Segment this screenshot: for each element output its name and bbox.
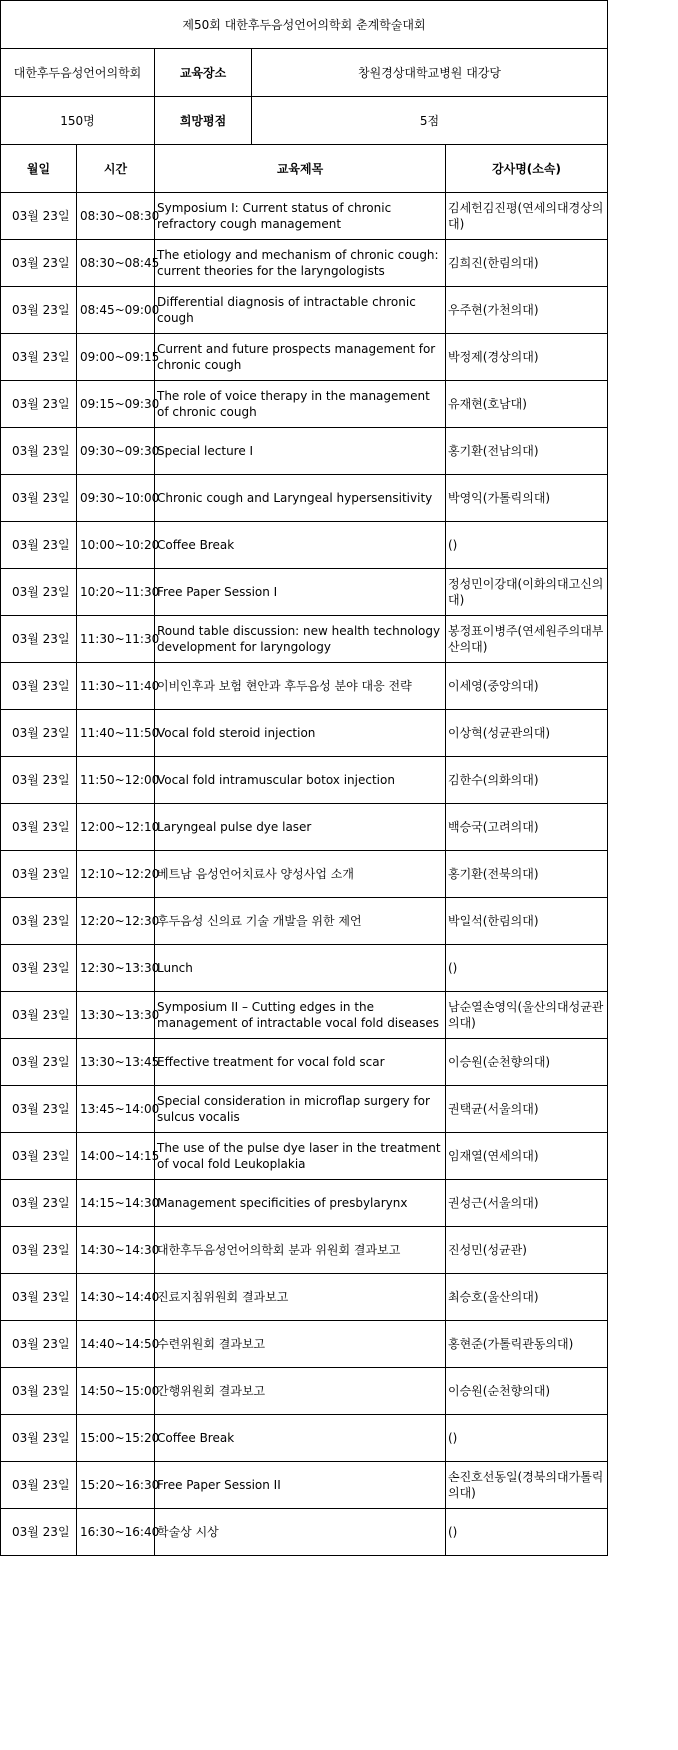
row-title: The etiology and mechanism of chronic cough: current theories for the laryngologists — [155, 240, 446, 287]
table-row — [1, 757, 608, 804]
row-date: 03월 23일 — [1, 193, 77, 240]
row-speaker: 봉정표이병주(연세원주의대부산의대) — [446, 616, 608, 663]
row-date: 03월 23일 — [1, 381, 77, 428]
table-row — [1, 1133, 608, 1180]
table-row — [1, 1509, 608, 1556]
row-speaker: 박영익(가톨릭의대) — [446, 475, 608, 522]
row-date: 03월 23일 — [1, 1180, 77, 1227]
table-row — [1, 663, 608, 710]
row-title: The role of voice therapy in the management of chronic cough — [155, 381, 446, 428]
title-row — [1, 1, 608, 49]
row-date: 03월 23일 — [1, 1133, 77, 1180]
row-speaker: 백승국(고려의대) — [446, 804, 608, 851]
venue-row — [1, 49, 608, 97]
row-date: 03월 23일 — [1, 1509, 77, 1556]
capacity-value: 150명 — [1, 97, 155, 145]
table-row — [1, 1039, 608, 1086]
row-date: 03월 23일 — [1, 663, 77, 710]
row-speaker: 남순열손영익(울산의대성균관의대) — [446, 992, 608, 1039]
row-date: 03월 23일 — [1, 475, 77, 522]
row-title: Special lecture I — [155, 428, 446, 475]
header-date: 월일 — [1, 145, 77, 193]
row-speaker: () — [446, 1509, 608, 1556]
row-speaker: 김희진(한림의대) — [446, 240, 608, 287]
row-title: Symposium II – Cutting edges in the management of intractable vocal fold diseases — [155, 992, 446, 1039]
row-time: 08:45~09:00 — [77, 287, 155, 334]
row-speaker: 우주현(가천의대) — [446, 287, 608, 334]
table-row — [1, 945, 608, 992]
table-row — [1, 1086, 608, 1133]
row-time: 11:40~11:50 — [77, 710, 155, 757]
row-speaker: 박일석(한림의대) — [446, 898, 608, 945]
row-speaker: () — [446, 945, 608, 992]
row-time: 12:00~12:10 — [77, 804, 155, 851]
row-speaker: 이승원(순천향의대) — [446, 1368, 608, 1415]
table-row — [1, 851, 608, 898]
row-title: Vocal fold intramuscular botox injection — [155, 757, 446, 804]
row-date: 03월 23일 — [1, 287, 77, 334]
header-title: 교육제목 — [155, 145, 446, 193]
row-time: 12:20~12:30 — [77, 898, 155, 945]
row-speaker: 홍현준(가톨릭관동의대) — [446, 1321, 608, 1368]
table-row — [1, 522, 608, 569]
row-title: Chronic cough and Laryngeal hypersensitivity — [155, 475, 446, 522]
row-date: 03월 23일 — [1, 522, 77, 569]
row-title: 베트남 음성언어치료사 양성사업 소개 — [155, 851, 446, 898]
row-date: 03월 23일 — [1, 945, 77, 992]
row-speaker: 권성근(서울의대) — [446, 1180, 608, 1227]
table-row — [1, 1180, 608, 1227]
row-date: 03월 23일 — [1, 1415, 77, 1462]
row-time: 15:20~16:30 — [77, 1462, 155, 1509]
table-row — [1, 381, 608, 428]
row-date: 03월 23일 — [1, 1274, 77, 1321]
row-title: 간행위원회 결과보고 — [155, 1368, 446, 1415]
venue-value: 창원경상대학교병원 대강당 — [252, 49, 608, 97]
row-speaker: 임재열(연세의대) — [446, 1133, 608, 1180]
row-speaker: 손진호선동일(경북의대가톨릭의대) — [446, 1462, 608, 1509]
row-speaker: 김세헌김진평(연세의대경상의대) — [446, 193, 608, 240]
row-speaker: () — [446, 1415, 608, 1462]
row-title: Current and future prospects management for chronic cough — [155, 334, 446, 381]
row-time: 14:00~14:15 — [77, 1133, 155, 1180]
row-title: 이비인후과 보험 현안과 후두음성 분야 대응 전략 — [155, 663, 446, 710]
row-date: 03월 23일 — [1, 616, 77, 663]
table-row — [1, 1321, 608, 1368]
row-title: 진료지침위원회 결과보고 — [155, 1274, 446, 1321]
points-value: 5점 — [252, 97, 608, 145]
row-date: 03월 23일 — [1, 1086, 77, 1133]
row-date: 03월 23일 — [1, 851, 77, 898]
table-row — [1, 428, 608, 475]
row-speaker: 정성민이강대(이화의대고신의대) — [446, 569, 608, 616]
row-speaker: 이승원(순천향의대) — [446, 1039, 608, 1086]
row-speaker: 홍기환(전남의대) — [446, 428, 608, 475]
row-title: The use of the pulse dye laser in the treatment of vocal fold Leukoplakia — [155, 1133, 446, 1180]
table-row — [1, 898, 608, 945]
row-title: 후두음성 신의료 기술 개발을 위한 제언 — [155, 898, 446, 945]
row-time: 13:30~13:45 — [77, 1039, 155, 1086]
row-time: 16:30~16:40 — [77, 1509, 155, 1556]
table-row — [1, 475, 608, 522]
table-row — [1, 569, 608, 616]
row-speaker: 권택균(서울의대) — [446, 1086, 608, 1133]
row-title: 학술상 시상 — [155, 1509, 446, 1556]
row-title: Effective treatment for vocal fold scar — [155, 1039, 446, 1086]
row-speaker: 이상혁(성균관의대) — [446, 710, 608, 757]
row-title: 대한후두음성언어의학회 분과 위원회 결과보고 — [155, 1227, 446, 1274]
row-time: 10:20~11:30 — [77, 569, 155, 616]
row-time: 09:15~09:30 — [77, 381, 155, 428]
row-title: Coffee Break — [155, 1415, 446, 1462]
row-time: 11:50~12:00 — [77, 757, 155, 804]
row-title: Laryngeal pulse dye laser — [155, 804, 446, 851]
organizer-name: 대한후두음성언어의학회 — [1, 49, 155, 97]
table-row — [1, 1274, 608, 1321]
row-date: 03월 23일 — [1, 710, 77, 757]
row-time: 08:30~08:45 — [77, 240, 155, 287]
row-time: 10:00~10:20 — [77, 522, 155, 569]
row-date: 03월 23일 — [1, 1368, 77, 1415]
row-time: 11:30~11:40 — [77, 663, 155, 710]
table-row — [1, 1227, 608, 1274]
row-date: 03월 23일 — [1, 1321, 77, 1368]
row-title: Vocal fold steroid injection — [155, 710, 446, 757]
row-time: 13:30~13:30 — [77, 992, 155, 1039]
row-speaker: 박정제(경상의대) — [446, 334, 608, 381]
row-time: 14:15~14:30 — [77, 1180, 155, 1227]
table-row — [1, 1368, 608, 1415]
row-time: 11:30~11:30 — [77, 616, 155, 663]
row-time: 13:45~14:00 — [77, 1086, 155, 1133]
row-speaker: 홍기환(전북의대) — [446, 851, 608, 898]
row-speaker: 최승호(울산의대) — [446, 1274, 608, 1321]
row-date: 03월 23일 — [1, 1227, 77, 1274]
row-time: 15:00~15:20 — [77, 1415, 155, 1462]
table-row — [1, 804, 608, 851]
row-speaker: 진성민(성균관) — [446, 1227, 608, 1274]
row-date: 03월 23일 — [1, 757, 77, 804]
table-row — [1, 992, 608, 1039]
row-date: 03월 23일 — [1, 334, 77, 381]
row-date: 03월 23일 — [1, 428, 77, 475]
row-title: Differential diagnosis of intractable chronic cough — [155, 287, 446, 334]
table-row — [1, 1462, 608, 1509]
row-time: 14:30~14:40 — [77, 1274, 155, 1321]
row-time: 14:30~14:30 — [77, 1227, 155, 1274]
row-title: Free Paper Session I — [155, 569, 446, 616]
row-title: 수련위원회 결과보고 — [155, 1321, 446, 1368]
row-speaker: 김한수(의화의대) — [446, 757, 608, 804]
row-time: 09:30~09:30 — [77, 428, 155, 475]
row-date: 03월 23일 — [1, 1462, 77, 1509]
table-row — [1, 240, 608, 287]
row-title: Lunch — [155, 945, 446, 992]
table-row — [1, 334, 608, 381]
row-time: 08:30~08:30 — [77, 193, 155, 240]
row-time: 12:30~13:30 — [77, 945, 155, 992]
row-date: 03월 23일 — [1, 1039, 77, 1086]
row-title: Round table discussion: new health technology development for laryngology — [155, 616, 446, 663]
row-title: Symposium I: Current status of chronic refractory cough management — [155, 193, 446, 240]
row-date: 03월 23일 — [1, 569, 77, 616]
row-speaker: () — [446, 522, 608, 569]
header-time: 시간 — [77, 145, 155, 193]
table-row — [1, 710, 608, 757]
row-time: 14:40~14:50 — [77, 1321, 155, 1368]
row-title: Free Paper Session II — [155, 1462, 446, 1509]
event-title: 제50회 대한후두음성언어의학회 춘계학술대회 — [1, 1, 608, 49]
row-date: 03월 23일 — [1, 898, 77, 945]
header-speaker: 강사명(소속) — [446, 145, 608, 193]
points-label: 희망평점 — [155, 97, 252, 145]
row-speaker: 유재현(호남대) — [446, 381, 608, 428]
row-title: Management specificities of presbylarynx — [155, 1180, 446, 1227]
row-speaker: 이세영(중앙의대) — [446, 663, 608, 710]
table-row — [1, 287, 608, 334]
row-title: Coffee Break — [155, 522, 446, 569]
points-row — [1, 97, 608, 145]
row-time: 12:10~12:20 — [77, 851, 155, 898]
row-date: 03월 23일 — [1, 992, 77, 1039]
table-row — [1, 1415, 608, 1462]
row-time: 09:00~09:15 — [77, 334, 155, 381]
row-date: 03월 23일 — [1, 804, 77, 851]
table-row — [1, 193, 608, 240]
row-time: 09:30~10:00 — [77, 475, 155, 522]
table-row — [1, 616, 608, 663]
venue-label: 교육장소 — [155, 49, 252, 97]
row-date: 03월 23일 — [1, 240, 77, 287]
row-time: 14:50~15:00 — [77, 1368, 155, 1415]
row-title: Special consideration in microflap surgery for sulcus vocalis — [155, 1086, 446, 1133]
column-header-row — [1, 145, 608, 193]
